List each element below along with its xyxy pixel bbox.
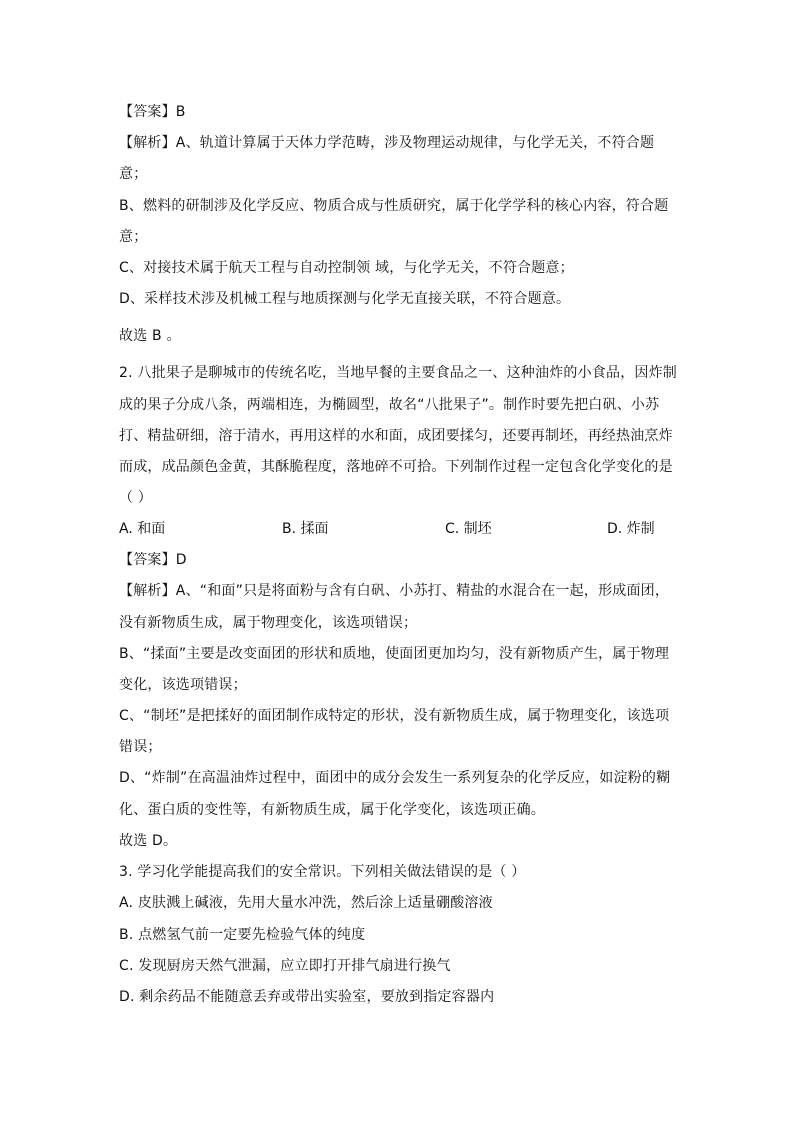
q2-stem-line: 打、精盐研细，溶于清水，再用这样的水和面，成团要揉匀，还要再制坯，再经热油烹炸 bbox=[119, 428, 673, 444]
q1-analysis-line: 意； bbox=[119, 229, 148, 245]
q2-stem-line: 2. 八批果子是聊城市的传统名吃，当地早餐的主要食品之一、这种油炸的小食品，因炸制 bbox=[119, 365, 678, 381]
q1-analysis-line: 意； bbox=[119, 166, 148, 182]
q2-option-d: D. 炸制 bbox=[607, 521, 655, 537]
q2-analysis-line: C、“制坯”是把揉好的面团制作成特定的形状，没有新物质生成，属于物理变化，该选项 bbox=[119, 708, 670, 724]
q2-analysis-line: B、“揉面”主要是改变面团的形状和质地，使面团更加均匀，没有新物质产生，属于物理 bbox=[119, 646, 670, 662]
q2-option-a: A. 和面 bbox=[119, 521, 166, 537]
q2-answer: 【答案】D bbox=[119, 552, 187, 568]
q2-analysis-line: 【解析】A、“和面”只是将面粉与含有白矾、小苏打、精盐的水混合在一起，形成面团， bbox=[119, 583, 670, 599]
q3-option-c: C. 发现厨房天然气泄漏，应立即打开排气扇进行换气 bbox=[119, 958, 451, 974]
q3-option-b: B. 点燃氢气前一定要先检验气体的纯度 bbox=[119, 927, 366, 943]
q1-analysis-line: C、对接技术属于航天工程与自动控制领 域，与化学无关，不符合题意； bbox=[119, 260, 574, 276]
q2-stem-line: 成的果子分成八条，两端相连，为椭圆型，故名“八批果子”。制作时要先把白矾、小苏 bbox=[119, 397, 660, 413]
q2-option-b: B. 揉面 bbox=[282, 521, 329, 537]
q2-analysis-line: 化、蛋白质的变性等，有新物质生成，属于化学变化，该选项正确。 bbox=[119, 802, 545, 818]
q2-analysis-line: 错误； bbox=[119, 739, 162, 755]
q2-analysis-line: 没有新物质生成，属于物理变化，该选项错误； bbox=[119, 615, 418, 631]
q2-option-c: C. 制坯 bbox=[445, 521, 492, 537]
q2-stem-line: 而成，成品颜色金黄，其酥脆程度，落地碎不可拾。下列制作过程一定包含化学变化的是 bbox=[119, 459, 673, 475]
q2-stem-line: （ ） bbox=[119, 490, 153, 506]
q1-analysis-line: B、燃料的研制涉及化学反应、物质合成与性质研究，属于化学学科的核心内容，符合题 bbox=[119, 198, 669, 214]
q2-conclusion: 故选 D。 bbox=[119, 833, 178, 849]
q3-option-a: A. 皮肤溅上碱液，先用大量水冲洗，然后涂上适量硼酸溶液 bbox=[119, 895, 493, 911]
q2-analysis-line: D、“炸制”在高温油炸过程中，面团中的成分会发生一系列复杂的化学反应，如淀粉的糊 bbox=[119, 770, 671, 786]
q1-analysis-line: D、采样技术涉及机械工程与地质探测与化学无直接关联，不符合题意。 bbox=[119, 291, 571, 307]
q1-conclusion: 故选 B 。 bbox=[119, 328, 181, 344]
q3-stem: 3. 学习化学能提高我们的安全常识。下列相关做法错误的是（ ） bbox=[119, 864, 526, 880]
q2-analysis-line: 变化，该选项错误； bbox=[119, 677, 247, 693]
q3-option-d: D. 剩余药品不能随意丢弃或带出实验室，要放到指定容器内 bbox=[119, 989, 495, 1005]
q1-analysis-line: 【解析】A、轨道计算属于天体力学范畴，涉及物理运动规律，与化学无关，不符合题 bbox=[119, 135, 655, 151]
q1-answer: 【答案】B bbox=[119, 104, 186, 120]
